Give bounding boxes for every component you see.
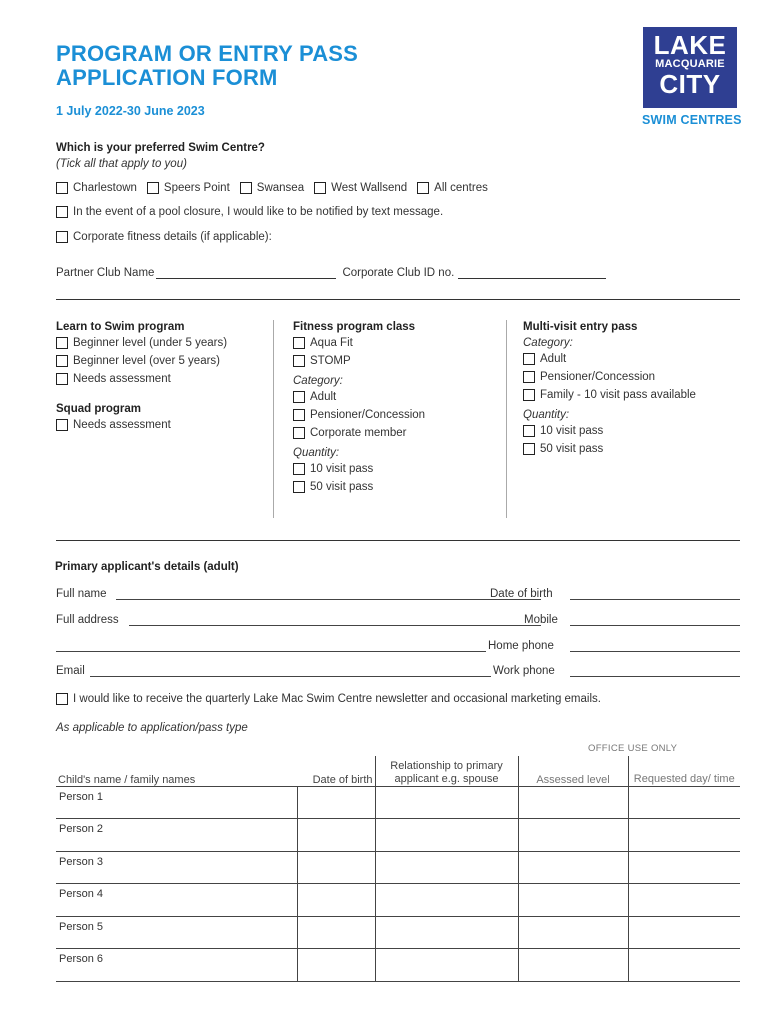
option-label: Beginner level (under 5 years) (73, 337, 228, 349)
fitness-category-corporate[interactable] (293, 427, 503, 439)
table-row (56, 819, 740, 852)
checkbox[interactable] (56, 355, 68, 367)
checkbox[interactable] (314, 182, 326, 194)
corporate-details (56, 267, 606, 279)
multi-visit-title: Multi-visit entry pass (523, 321, 638, 333)
person-label: Person 1 (56, 786, 297, 819)
checkbox[interactable] (240, 182, 252, 194)
logo-line1: LAKE (653, 30, 727, 60)
option-label: West Wallsend (331, 182, 408, 194)
divider (56, 540, 740, 541)
email-row (56, 665, 740, 679)
checkbox[interactable] (523, 371, 535, 383)
full-name-field[interactable] (116, 599, 541, 600)
column-separator (506, 320, 507, 518)
lts-option-2[interactable] (56, 355, 266, 367)
column-separator (273, 320, 274, 518)
dob-cell[interactable] (297, 819, 375, 852)
option-label: All centres (434, 182, 488, 194)
person-label: Person 6 (56, 949, 297, 982)
option-label: Swansea (256, 182, 305, 194)
dob-cell[interactable] (297, 949, 375, 982)
option-charlestown[interactable] (56, 182, 137, 194)
email-field[interactable] (90, 676, 491, 677)
option-label: Pensioner/Concession (540, 371, 656, 383)
relationship-cell[interactable] (375, 786, 518, 819)
option-label: Adult (540, 353, 567, 365)
checkbox[interactable] (56, 337, 68, 349)
partner-club-label: Partner Club Name (56, 267, 155, 279)
corporate-id-label: Corporate Club ID no. (342, 267, 455, 279)
full-name-row (56, 588, 740, 602)
address-row (56, 614, 740, 628)
multi-visit-column (523, 321, 740, 461)
corporate-id-field[interactable] (458, 267, 606, 279)
email-label: Email (56, 665, 85, 677)
squad-title: Squad program (56, 403, 141, 415)
col-requested-day: Requested day/ time (628, 756, 740, 786)
lake-macquarie-logo (643, 27, 737, 108)
option-label: 10 visit pass (310, 463, 374, 475)
checkbox[interactable] (56, 419, 68, 431)
home-phone-label: Home phone (488, 640, 554, 652)
relationship-cell[interactable] (375, 916, 518, 949)
option-label: Aqua Fit (310, 337, 353, 349)
address-label: Full address (56, 614, 119, 626)
relationship-cell[interactable] (375, 819, 518, 852)
table-row (56, 884, 740, 917)
relationship-cell[interactable] (375, 884, 518, 917)
checkbox[interactable] (293, 409, 305, 421)
requested-cell[interactable] (628, 851, 740, 884)
assessed-cell[interactable] (518, 819, 628, 852)
fitness-quantity-10[interactable] (293, 463, 503, 475)
checkbox[interactable] (523, 425, 535, 437)
option-label: 50 visit pass (310, 481, 374, 493)
lts-option-1[interactable] (56, 337, 266, 349)
person-label: Person 4 (56, 884, 297, 917)
option-swansea[interactable] (240, 182, 304, 194)
option-label: Adult (310, 391, 337, 403)
option-label: Pensioner/Concession (310, 409, 426, 421)
option-label: Needs assessment (73, 373, 171, 385)
form-title-line1: PROGRAM OR ENTRY PASS (56, 41, 359, 66)
fitness-category-pensioner[interactable] (293, 409, 503, 421)
newsletter-label: I would like to receive the quarterly Lake Mac Swim Centre newsletter and occasional marketing emails. (73, 693, 601, 705)
col-relationship: Relationship to primary applicant e.g. spouse (375, 756, 518, 786)
corporate-label: Corporate fitness details (if applicable): (73, 231, 272, 243)
checkbox[interactable] (293, 463, 305, 475)
applicant-heading: Primary applicant's details (adult) (55, 561, 239, 573)
work-phone-field[interactable] (570, 676, 740, 677)
assessed-cell[interactable] (518, 949, 628, 982)
form-title (56, 42, 358, 90)
checkbox[interactable] (523, 389, 535, 401)
logo-line3: CITY (659, 69, 721, 99)
home-phone-field[interactable] (570, 651, 740, 652)
table-row (56, 851, 740, 884)
corporate-option[interactable] (56, 231, 272, 243)
centre-options (56, 182, 498, 194)
lts-option-3[interactable] (56, 373, 266, 385)
option-label: Charlestown (73, 182, 137, 194)
dob-cell[interactable] (297, 851, 375, 884)
requested-cell[interactable] (628, 786, 740, 819)
mobile-field[interactable] (570, 625, 740, 626)
mv-category-pensioner[interactable] (523, 371, 740, 383)
option-all-centres[interactable] (417, 182, 488, 194)
option-label: 10 visit pass (540, 425, 604, 437)
checkbox[interactable] (293, 427, 305, 439)
checkbox[interactable] (56, 693, 68, 705)
person-label: Person 3 (56, 851, 297, 884)
option-label: Corporate member (310, 427, 407, 439)
dob-cell[interactable] (297, 884, 375, 917)
newsletter-option[interactable] (56, 693, 601, 705)
checkbox[interactable] (293, 355, 305, 367)
requested-cell[interactable] (628, 949, 740, 982)
relationship-cell[interactable] (375, 851, 518, 884)
dob-field[interactable] (570, 599, 740, 600)
fitness-column (293, 321, 503, 499)
home-phone-row (56, 640, 740, 654)
multi-visit-quantity-label: Quantity: (523, 409, 570, 421)
logo-line2: MACQUARIE (655, 58, 725, 70)
table-row (56, 786, 740, 819)
date-range: 1 July 2022-30 June 2023 (56, 104, 205, 118)
learn-to-swim-column (56, 321, 266, 437)
dob-cell[interactable] (297, 786, 375, 819)
assessed-cell[interactable] (518, 786, 628, 819)
pool-closure-option[interactable] (56, 206, 443, 218)
checkbox[interactable] (293, 391, 305, 403)
fitness-option-aquafit[interactable] (293, 337, 503, 349)
dob-cell[interactable] (297, 916, 375, 949)
person-label: Person 2 (56, 819, 297, 852)
work-phone-label: Work phone (493, 665, 555, 677)
table-row (56, 949, 740, 982)
centre-question-heading: Which is your preferred Swim Centre? (56, 142, 265, 154)
mobile-label: Mobile (524, 614, 558, 626)
col-date-of-birth: Date of birth (297, 756, 375, 786)
form-title-line2: APPLICATION FORM (56, 65, 278, 90)
logo-subtitle: SWIM CENTRES (642, 113, 742, 127)
requested-cell[interactable] (628, 819, 740, 852)
fitness-category-adult[interactable] (293, 391, 503, 403)
checkbox[interactable] (56, 373, 68, 385)
multi-visit-category-label: Category: (523, 337, 573, 349)
pool-closure-label: In the event of a pool closure, I would like to be notified by text message. (73, 206, 444, 218)
divider (56, 299, 740, 300)
option-label: Family - 10 visit pass available (540, 389, 696, 401)
mv-quantity-50[interactable] (523, 443, 740, 455)
fitness-quantity-50[interactable] (293, 481, 503, 493)
assessed-cell[interactable] (518, 884, 628, 917)
persons-table (56, 756, 740, 982)
col-child-name: Child's name / family names (56, 756, 297, 786)
option-speers-point[interactable] (147, 182, 230, 194)
checkbox[interactable] (56, 182, 68, 194)
dob-label: Date of birth (490, 588, 553, 600)
option-west-wallsend[interactable] (314, 182, 407, 194)
checkbox[interactable] (523, 353, 535, 365)
requested-cell[interactable] (628, 884, 740, 917)
option-label: STOMP (310, 355, 351, 367)
learn-to-swim-title: Learn to Swim program (56, 321, 185, 333)
squad-option-1[interactable] (56, 419, 266, 431)
relationship-cell[interactable] (375, 949, 518, 982)
mv-category-adult[interactable] (523, 353, 740, 365)
partner-club-field[interactable] (156, 267, 336, 279)
mv-category-family[interactable] (523, 389, 740, 401)
assessed-cell[interactable] (518, 916, 628, 949)
full-name-label: Full name (56, 588, 107, 600)
table-header-row (56, 756, 740, 786)
fitness-title: Fitness program class (293, 321, 416, 333)
option-label: Speers Point (163, 182, 230, 194)
fitness-quantity-label: Quantity: (293, 447, 340, 459)
address-field[interactable] (129, 625, 541, 626)
checkbox[interactable] (293, 481, 305, 493)
assessed-cell[interactable] (518, 851, 628, 884)
checkbox[interactable] (56, 231, 68, 243)
applicable-note: As applicable to application/pass type (56, 722, 248, 734)
option-label: 50 visit pass (540, 443, 604, 455)
checkbox[interactable] (56, 206, 68, 218)
mv-quantity-10[interactable] (523, 425, 740, 437)
option-label: Needs assessment (73, 419, 171, 431)
person-label: Person 5 (56, 916, 297, 949)
fitness-category-label: Category: (293, 375, 343, 387)
checkbox[interactable] (293, 337, 305, 349)
centre-question-note: (Tick all that apply to you) (56, 158, 187, 170)
checkbox[interactable] (417, 182, 429, 194)
checkbox[interactable] (147, 182, 159, 194)
table-row (56, 916, 740, 949)
col-assessed-level: Assessed level (518, 756, 628, 786)
option-label: Beginner level (over 5 years) (73, 355, 221, 367)
office-use-label: OFFICE USE ONLY (588, 743, 678, 754)
requested-cell[interactable] (628, 916, 740, 949)
checkbox[interactable] (523, 443, 535, 455)
address-field-line2[interactable] (56, 651, 486, 652)
fitness-option-stomp[interactable] (293, 355, 503, 367)
